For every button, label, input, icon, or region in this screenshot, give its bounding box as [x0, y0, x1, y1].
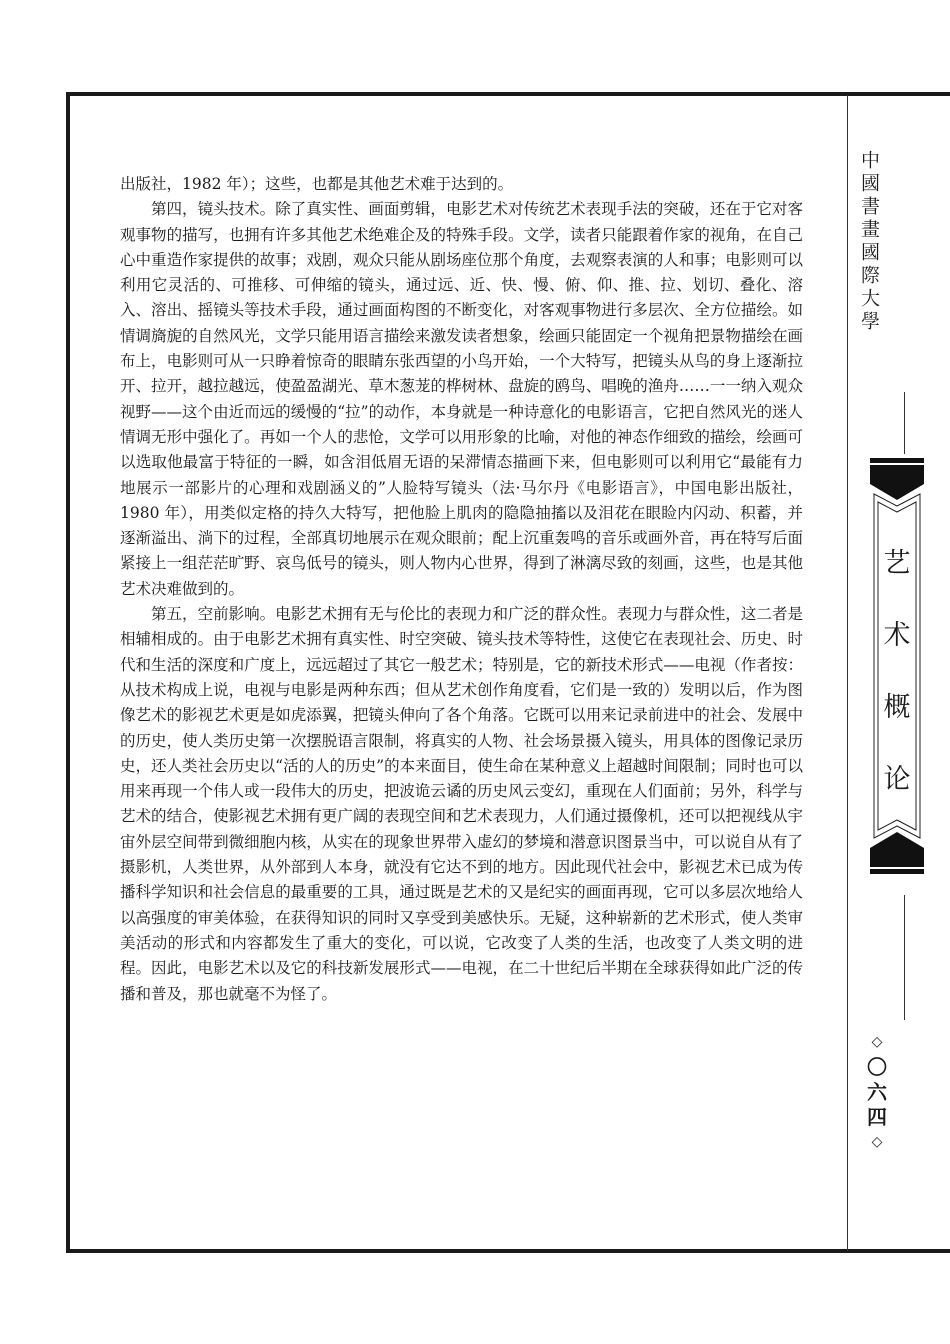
- school-name: 中國書畫國際大學: [858, 150, 880, 334]
- page-number-digit-3: 四: [867, 1105, 887, 1129]
- book-title-char-1: 艺: [883, 548, 911, 579]
- paragraph-2: 第四，镜头技术。除了真实性、画面剪辑，电影艺术对传统艺术表现手法的突破，还在于它对客观事物的描写，也拥有许多其他艺术绝难企及的特殊手段。文学，读者只能跟着作家的视角，在自己心中重造作家提供的故事；戏剧，观众只能从剧场座位那个角度，去观察表演的人和事；电影则可以利用它灵活的、可推移、可伸缩的镜头，通过远、近、快、慢、俯、仰、推、拉、划切、叠化、溶入、溶出、摇镜头等技术手段，通过画面构图的不断变化，对客观事物进行多层次、全方位描绘。如情调旖旎的自然风光，文学只能用语言描绘来激发读者想象，绘画只能固定一个视角把景物描绘在画布上，电影则可从一只睁着惊奇的眼睛东张西望的小鸟开始，一个大特写，把镜头从鸟的身上逐渐拉开、拉开，越拉越远，使盈盈湖光、草木葱茏的桦树林、盘旋的鸥鸟、唱晚的渔舟……一一纳入观众视野——这个由近而远的缓慢的“拉”的动作，本身就是一种诗意化的电影语言，它把自然风光的迷人情调无形中强化了。再如一个人的悲怆，文学可以用形象的比喻，对他的神态作细致的描绘，绘画可以选取他最富于特征的一瞬，如含泪低眉无语的呆滞情态描画下来，但电影则可以利用它“最能有力地展示一部影片的心理和戏剧涵义的”人脸特写镜头（法·马尔丹《电影语言》，中国电影出版社，1980 年），用类似定格的持久大特写，把他脸上肌肉的隐隐抽搐以及泪花在眼睑内闪动、积蓄，并逐渐溢出、淌下的过程，全部真切地展示在观众眼前；配上沉重轰鸣的音乐或画外音，再在特写后面紧接上一组茫茫旷野、哀鸟低号的镜头，则人物内心世界，得到了淋漓尽致的刻画，这些，也是其他艺术决难做到的。: [120, 200, 803, 598]
- book-title: [866, 528, 928, 816]
- book-title-char-2: 术: [883, 620, 911, 651]
- sidebar-divider: [847, 95, 848, 1251]
- diamond-icon: ◇: [871, 1134, 883, 1150]
- diamond-icon: ◇: [871, 1034, 883, 1050]
- sidebar-rule-lower: [904, 895, 905, 1020]
- sidebar-rule-upper: [904, 392, 905, 454]
- book-title-panel: [866, 456, 928, 876]
- book-title-char-3: 概: [883, 692, 911, 723]
- book-title-char-4: 论: [883, 764, 911, 795]
- page-number-digit-2: 六: [867, 1080, 887, 1104]
- body-text: [120, 172, 803, 1007]
- paragraph-1: 出版社，1982 年）；这些，也都是其他艺术难于达到的。: [120, 175, 514, 193]
- paragraph-3: 第五，空前影响。电影艺术拥有无与伦比的表现力和广泛的群众性。表现力与群众性，这二者是相辅相成的。由于电影艺术拥有真实性、时空突破、镜头技术等特性，这使它在表现社会、历史、时代和生活的深度和广度上，远远超过了其它一般艺术；特别是，它的新技术形式——电视（作者按：从技术构成上说，电视与电影是两种东西；但从艺术创作角度看，它们是一致的）发明以后，作为图像艺术的影视艺术更是如虎添翼，把镜头伸向了各个角落。它既可以用来记录前进中的社会、发展中的历史，使人类历史第一次摆脱语言限制，将真实的人物、社会场景摄入镜头，用具体的图像记录历史，还人类社会历史以“活的人的历史”的本来面目，使生命在某种意义上超越时间限制；同时也可以用来再现一个伟人或一段伟大的历史，把波诡云谲的历史风云变幻，重现在人们面前；另外，科学与艺术的结合，使影视艺术拥有更广阔的表现空间和艺术表现力，人们通过摄像机，还可以把视线从宇宙外层空间带到微细胞内核，从实在的现象世界带入虚幻的梦境和潜意识图景当中，可以说自从有了摄影机，人类世界，从外部到人本身，就没有它达不到的地方。因此现代社会中，影视艺术已成为传播科学知识和社会信息的最重要的工具，通过既是艺术的又是纪实的画面再现，它可以多层次地给人以高强度的审美体验，在获得知识的同时又享受到美感快乐。无疑，这种崭新的艺术形式，使人类审美活动的形式和内容都发生了重大的变化，可以说，它改变了人类的生活，也改变了人类文明的进程。因此，电影艺术以及它的科技新发展形式——电视，在二十世纪后半期在全球获得如此广泛的传播和普及，那也就毫不为怪了。: [120, 605, 803, 1003]
- page-number: [862, 1030, 892, 1155]
- page-number-digit-1: 〇: [867, 1055, 887, 1079]
